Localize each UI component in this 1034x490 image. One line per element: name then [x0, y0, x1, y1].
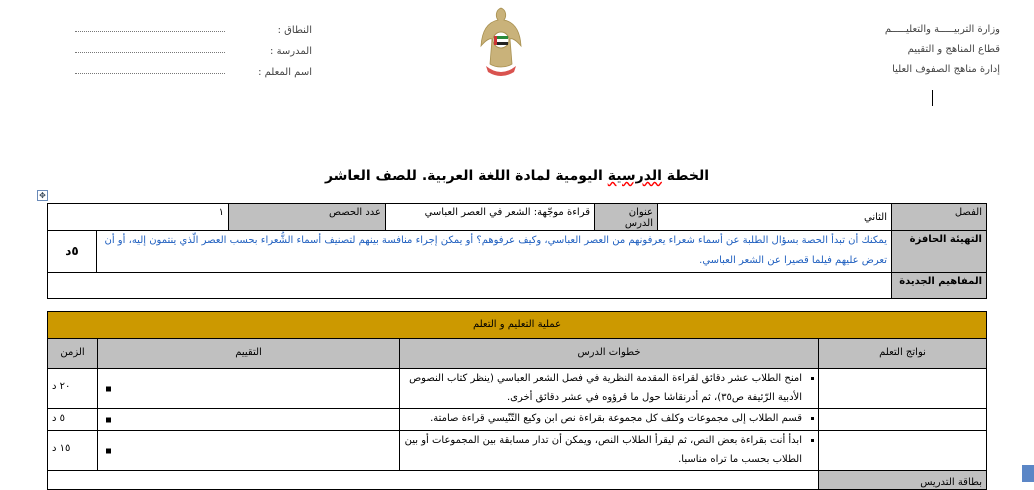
step-cell: [399, 408, 819, 431]
bullet-icon: [106, 448, 111, 453]
assessment-cell[interactable]: [97, 408, 400, 431]
step-cell: [399, 368, 819, 409]
scrollbar[interactable]: [1022, 465, 1034, 482]
assessment-cell[interactable]: [97, 368, 400, 409]
periods-label: عدد الحصص: [228, 203, 386, 231]
step-text: ▪ امنح الطلاب عشر دقائق لقراءة المقدمة النظرية في فصل الشعر العباسي (ينظر كتاب النصوص الأدبية الرّئيفة ص٣٥)، ثم أدرنقاشا حول ما قرؤوه في عشر دقائق أخرى.: [404, 369, 802, 407]
outcome-cell[interactable]: [818, 430, 987, 471]
school-field[interactable]: [75, 51, 225, 53]
semester-value: الثاني: [657, 203, 892, 231]
page-title: الخطة الدرسية اليومية لمادة اللغة العربية. للصف العاشر: [324, 168, 710, 184]
teacher-name-field[interactable]: [75, 72, 225, 74]
department-line: إدارة مناهج الصفوف العليا: [892, 64, 1000, 75]
new-concepts-value[interactable]: [47, 272, 892, 299]
semester-label: الفصل: [891, 203, 987, 231]
time-header: الزمن: [47, 338, 98, 369]
outcome-cell[interactable]: [818, 408, 987, 431]
assessment-cell[interactable]: [97, 430, 400, 471]
time-cell: ٢٠ د: [47, 368, 98, 409]
school-label: المدرسة :: [270, 46, 312, 57]
lesson-title-label: عنوان الدرس: [594, 203, 658, 231]
teacher-name-label: اسم المعلم :: [258, 67, 312, 78]
bullet-icon: [106, 417, 111, 422]
text-cursor: [932, 90, 933, 106]
time-cell: ٥ د: [47, 408, 98, 431]
warmup-label: التهيئة الحافزة: [891, 230, 987, 273]
warmup-time: ٥د: [47, 230, 97, 273]
step-text: ▪ ابدأ أنت بقراءة بعض النص، ثم ليقرأ الطلاب النص، ويمكن أن تدار مسابقة بين المجموعات أو بين الطلاب بحسب ما تراه مناسبا.: [404, 431, 802, 469]
time-cell: ١٥ د: [47, 430, 98, 471]
step-text: ▪ قسم الطلاب إلى مجموعات وكلف كل مجموعة بقراءة نص ابن وكيع التّنّيسي قراءة صامتة.: [404, 409, 802, 428]
last-row-content[interactable]: [47, 470, 819, 490]
ministry-line: وزارة التربيـــــة والتعليـــــم: [884, 24, 1000, 35]
region-label: النطاق :: [277, 25, 312, 36]
ministry-header: [885, 20, 1000, 80]
step-cell: [399, 430, 819, 471]
process-table-title: عملية التعليم و التعلم: [47, 311, 987, 339]
lesson-title-value: قراءة موجّهة: الشعر في العصر العباسي: [385, 203, 595, 231]
teacher-info-labels: [250, 20, 312, 83]
new-concepts-label: المفاهيم الجديدة: [891, 272, 987, 299]
assessment-header: التقييم: [97, 338, 400, 369]
periods-value: ١: [47, 203, 229, 231]
uae-emblem-logo: [478, 6, 524, 78]
warmup-text: يمكنك أن تبدأ الحصة بسؤال الطلبة عن أسماء شعراء يعرفونهم من العصر العباسي، وكيف عرفوهم؟ أو يمكن إجراء منافسة بينهم لتصنيف أسماء الشُّعراء بحسب العصر الّذي ينتمون إليه، أو أن تعرض عليهم فيلما قصيرا عن الشعر العباسي.: [96, 230, 892, 273]
outcomes-header: نواتج التعلم: [818, 338, 987, 369]
last-row-label: بطاقة التدريس: [818, 470, 987, 490]
steps-header: خطوات الدرس: [399, 338, 819, 369]
bullet-icon: [106, 386, 111, 391]
outcome-cell[interactable]: [818, 368, 987, 409]
sector-line: قطاع المناهج و التقييم: [907, 44, 1000, 55]
region-field[interactable]: [75, 30, 225, 32]
table-move-handle-icon[interactable]: ✥: [37, 190, 48, 201]
